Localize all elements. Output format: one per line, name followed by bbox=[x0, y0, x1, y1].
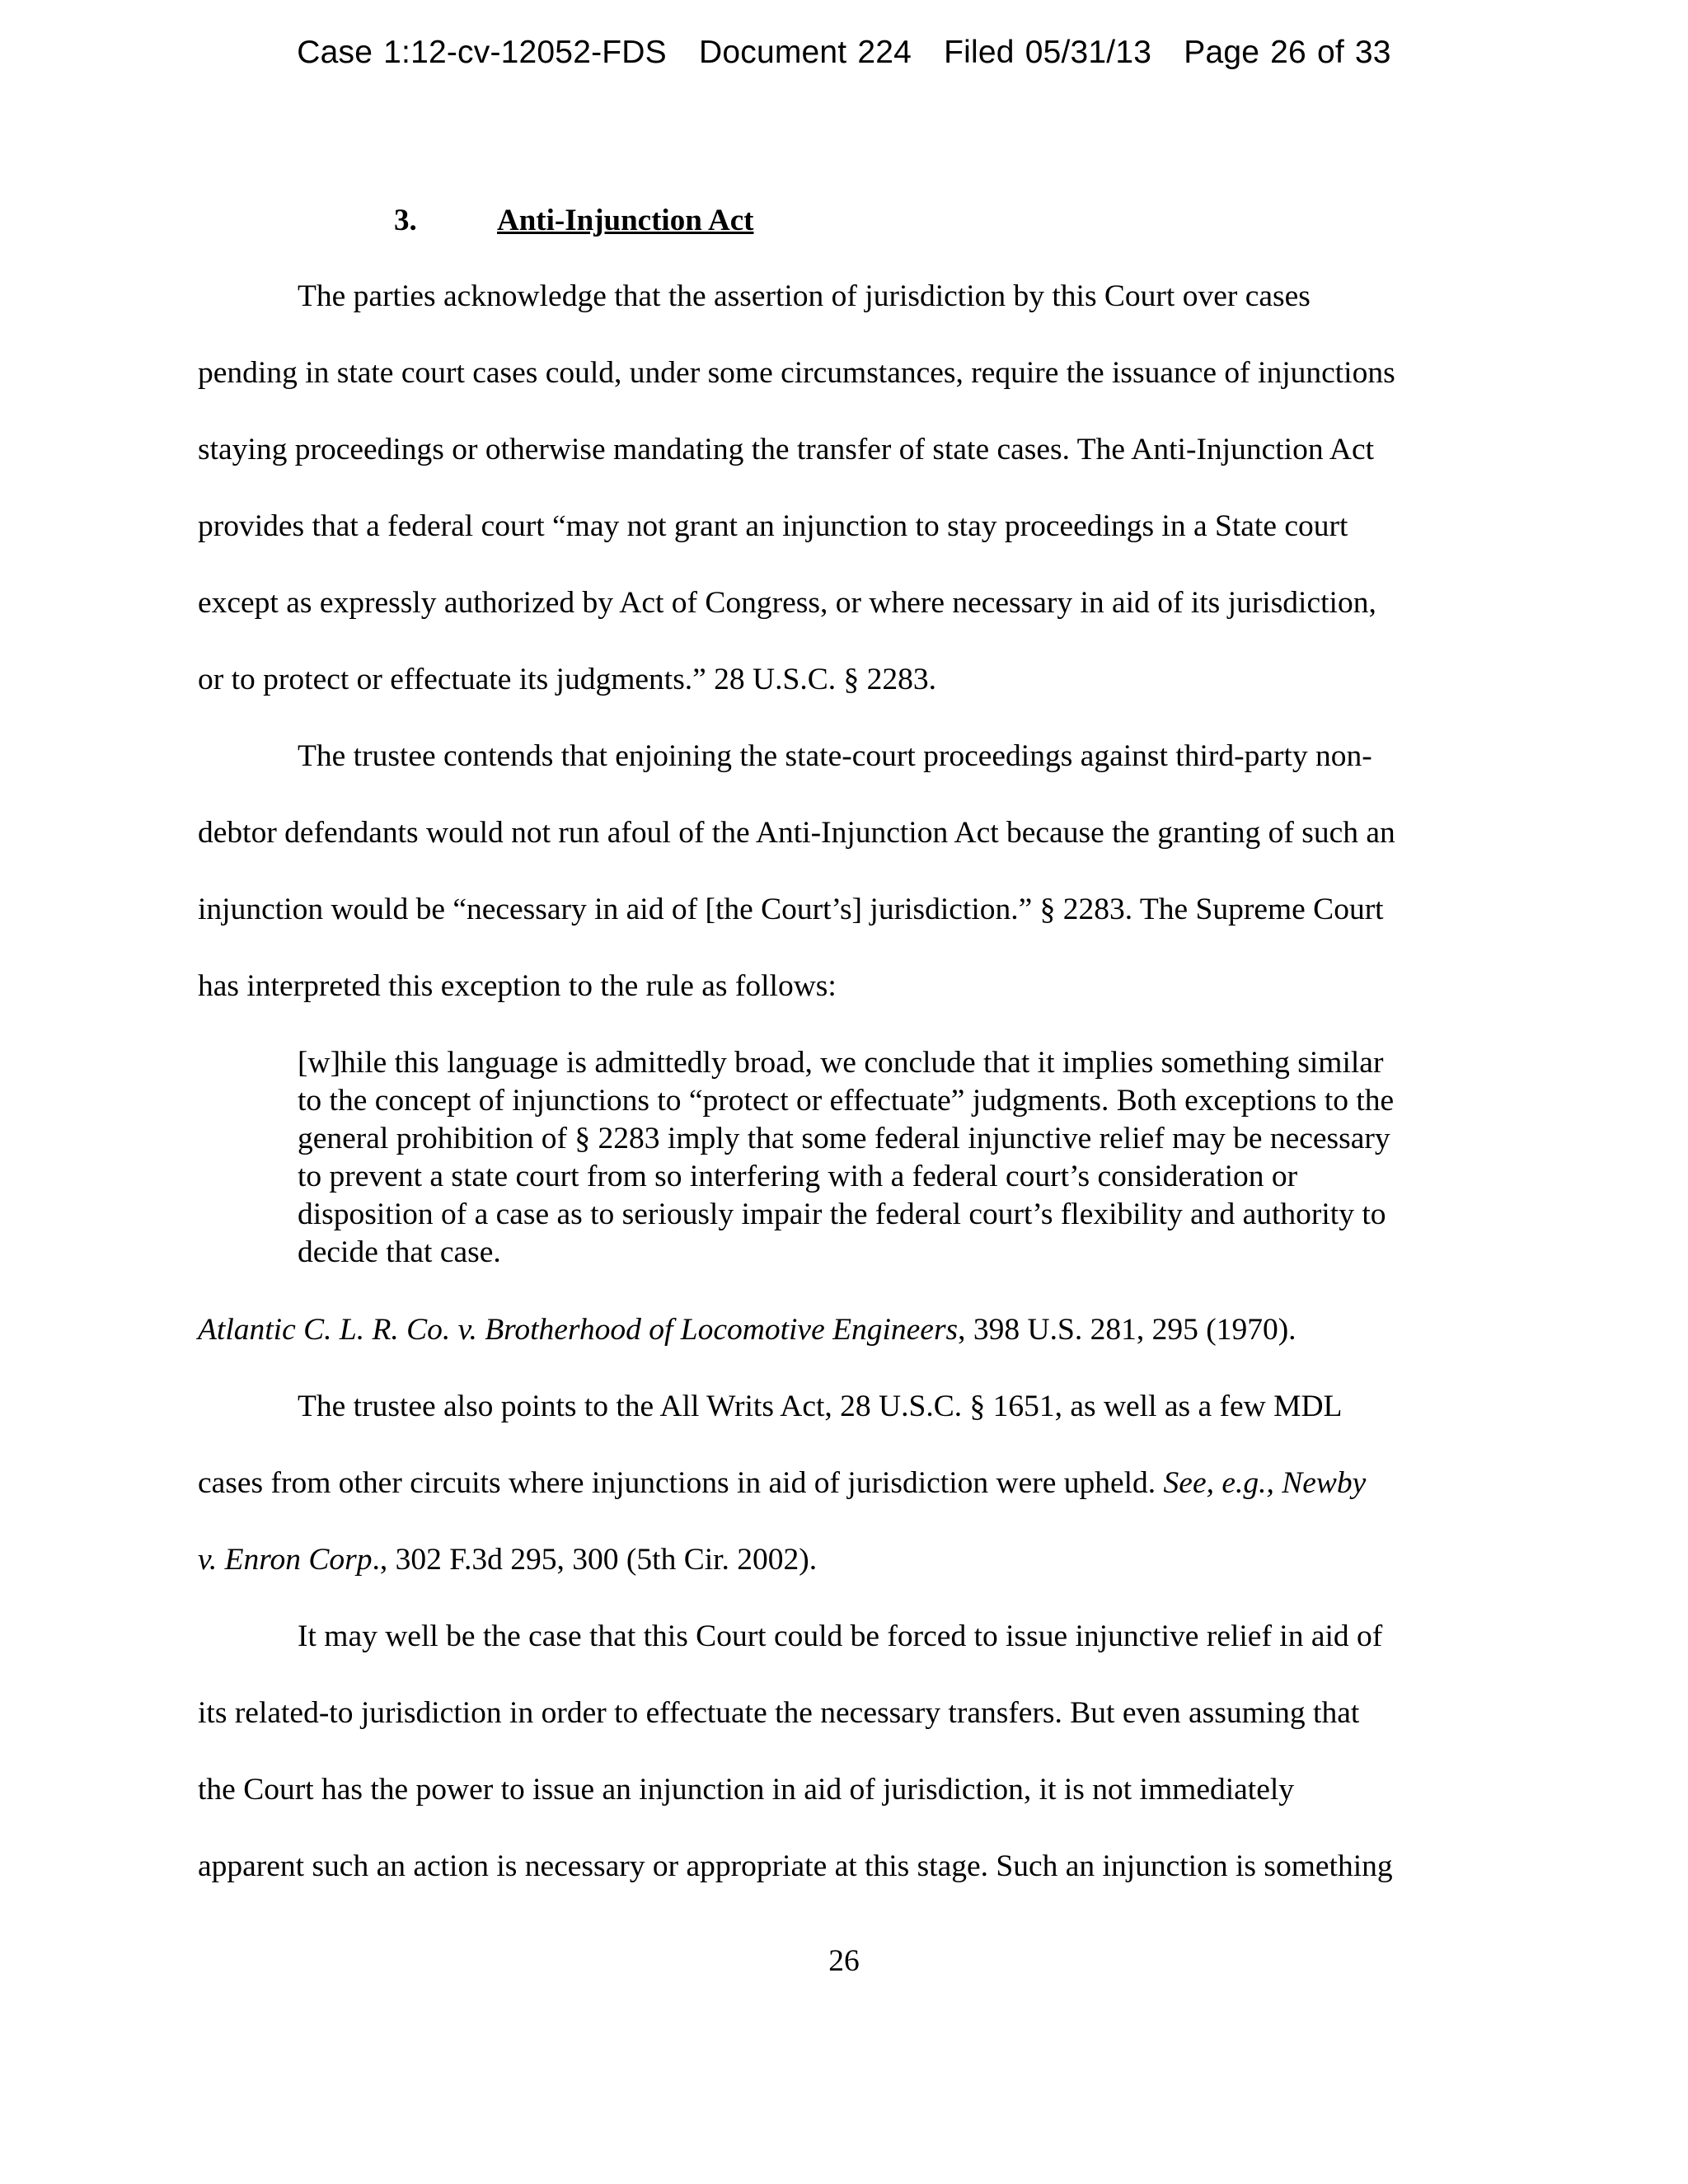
section-number: 3. bbox=[394, 204, 417, 237]
paragraph-4-line-1: It may well be the case that this Court could be forced to issue injunctive relief in aid of bbox=[298, 1619, 1383, 1653]
paragraph-3-line-3 bbox=[198, 1542, 817, 1577]
case-citation bbox=[198, 1312, 1296, 1347]
paragraph-3-line-2-text: cases from other circuits where injunctions in aid of jurisdiction were upheld. bbox=[198, 1466, 1164, 1500]
section-heading bbox=[394, 203, 753, 238]
block-quote-line-2: to the concept of injunctions to “protect or effectuate” judgments. Both exceptions to the bbox=[298, 1084, 1395, 1118]
paragraph-3-line-2 bbox=[198, 1465, 1366, 1501]
paragraph-2-line-1: The trustee contends that enjoining the state-court proceedings against third-party non- bbox=[298, 739, 1372, 773]
paragraph-2-line-2: debtor defendants would not run afoul of the Anti-Injunction Act because the granting of such an bbox=[198, 816, 1395, 850]
page-number: 26 bbox=[828, 1944, 860, 1978]
paragraph-4-line-2: its related-to jurisdiction in order to effectuate the necessary transfers. But even assuming that bbox=[198, 1696, 1360, 1730]
enron-reporter: ., 302 F.3d 295, 300 (5th Cir. 2002). bbox=[372, 1543, 818, 1577]
paragraph-1-line-6: or to protect or effectuate its judgments.” 28 U.S.C. § 2283. bbox=[198, 663, 937, 696]
block-quote-line-4: to prevent a state court from so interfering with a federal court’s consideration or bbox=[298, 1160, 1298, 1193]
block-quote-line-1: [w]hile this language is admittedly broad, we conclude that it implies something similar bbox=[298, 1046, 1384, 1080]
paragraph-4-line-3: the Court has the power to issue an injunction in aid of jurisdiction, it is not immediately bbox=[198, 1773, 1295, 1807]
paragraph-2-line-4: has interpreted this exception to the rule as follows: bbox=[198, 969, 837, 1003]
paragraph-1-line-3: staying proceedings or otherwise mandating the transfer of state cases. The Anti-Injunction Act bbox=[198, 433, 1375, 466]
ecf-filing-header: Case 1:12-cv-12052-FDS Document 224 Filed 05/31/13 Page 26 of 33 bbox=[297, 35, 1391, 70]
paragraph-1-line-1: The parties acknowledge that the assertion of jurisdiction by this Court over cases bbox=[298, 279, 1311, 313]
paragraph-2-line-3: injunction would be “necessary in aid of [the Court’s] jurisdiction.” § 2283. The Supreme Court bbox=[198, 893, 1384, 926]
block-quote-line-3: general prohibition of § 2283 imply that some federal injunctive relief may be necessary bbox=[298, 1122, 1390, 1155]
section-title: Anti-Injunction Act bbox=[497, 204, 754, 237]
enron-case-name: v. Enron Corp bbox=[198, 1543, 373, 1577]
citation-case-name: Atlantic C. L. R. Co. v. Brotherhood of Locomotive Engineers bbox=[198, 1313, 959, 1347]
paragraph-3-line-1: The trustee also points to the All Writs Act, 28 U.S.C. § 1651, as well as a few MDL bbox=[298, 1390, 1343, 1423]
paragraph-1-line-4: provides that a federal court “may not grant an injunction to stay proceedings in a State court bbox=[198, 509, 1348, 543]
block-quote-line-5: disposition of a case as to seriously impair the federal court’s flexibility and authority to bbox=[298, 1197, 1386, 1231]
paragraph-1-line-5: except as expressly authorized by Act of Congress, or where necessary in aid of its jurisdiction, bbox=[198, 586, 1376, 620]
block-quote-line-6: decide that case. bbox=[298, 1235, 501, 1269]
paragraph-4-line-4: apparent such an action is necessary or appropriate at this stage. Such an injunction is something bbox=[198, 1849, 1393, 1883]
paragraph-1-line-2: pending in state court cases could, under some circumstances, require the issuance of injunctions bbox=[198, 356, 1395, 390]
citation-reporter: , 398 U.S. 281, 295 (1970). bbox=[958, 1313, 1296, 1347]
see-eg-signal: See, e.g., Newby bbox=[1163, 1466, 1367, 1500]
